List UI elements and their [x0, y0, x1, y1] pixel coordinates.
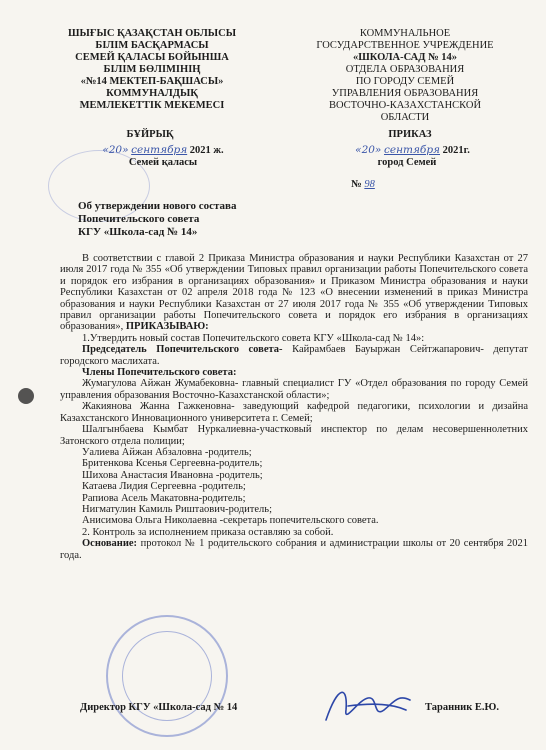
order-date-ru: [325, 144, 500, 156]
order-title-kz: БҰЙРЫҚ: [126, 129, 174, 140]
member-item: Жакиянова Жанна Гажкеновна- заведующий кафедрой педагогики, психологии и дизайна Казахстанского Инновационного университета г. Семей;: [60, 401, 528, 424]
order-date-kz-day: «20»: [102, 144, 129, 156]
order-number: [318, 179, 408, 190]
item-1: 1.Утвердить новый состав Попечительского совета КГУ «Школа-сад № 14»:: [82, 332, 425, 344]
director-signature: [318, 680, 418, 730]
header-right-line: ПО ГОРОДУ СЕМЕЙ: [355, 76, 455, 87]
member-item: Анисимова Ольга Николаевна -секретарь попечительского совета.: [82, 515, 379, 527]
header-right-line: КОММУНАЛЬНОЕ: [359, 28, 451, 39]
director-name: Таранник Е.Ю.: [425, 702, 499, 713]
header-left-line: БІЛІМ БАСҚАРМАСЫ: [95, 40, 209, 51]
order-city-kz: Семей қаласы: [128, 157, 198, 168]
header-right-line: «ШКОЛА-САД № 14»: [352, 52, 458, 63]
subject-line: Попечительского совета: [78, 213, 200, 225]
header-left-line: БІЛІМ БӨЛІМІНІҢ: [103, 64, 201, 75]
header-left-line: МЕМЛЕКЕТТІК МЕКЕМЕСІ: [79, 100, 225, 111]
order-date-kz-year: 2021 ж.: [189, 145, 224, 156]
header-right-line: ОБЛАСТИ: [380, 112, 430, 123]
header-right-line: ВОСТОЧНО-КАЗАХСТАНСКОЙ: [328, 100, 482, 111]
item-2: 2. Контроль за исполнением приказа оставляю за собой.: [82, 526, 334, 538]
intro-paragraph: [60, 253, 528, 333]
chair-label: Председатель Попечительского совета-: [82, 344, 283, 356]
order-date-kz-month: сентября: [131, 144, 188, 156]
order-title-ru: ПРИКАЗ: [388, 129, 432, 140]
chair-paragraph: [60, 344, 528, 367]
order-subject: [78, 200, 236, 239]
member-item: Шихова Анастасия Ивановна -родитель;: [82, 469, 263, 481]
member-item: Уалиева Айжан Абзаловна -родитель;: [82, 446, 252, 458]
member-item: Шалгынбаева Кымбат Нуркалиевна-участковый инспектор по делам несовершеннолетних Затонского отдела полиции;: [60, 424, 528, 447]
order-number-prefix: №: [351, 179, 362, 190]
order-number-value: 98: [364, 179, 375, 190]
header-right-line: УПРАВЛЕНИЯ ОБРАЗОВАНИЯ: [331, 88, 479, 99]
subject-line: Об утверждении нового состава: [78, 200, 237, 212]
order-date-ru-month: сентября: [383, 144, 440, 156]
order-date-ru-day: «20»: [355, 144, 382, 156]
header-right: [300, 28, 510, 124]
punch-hole-mark: [18, 388, 34, 404]
orders-word: ПРИКАЗЫВАЮ:: [125, 321, 209, 333]
member-item: Жумагулова Айжан Жумабековна- главный специалист ГУ «Отдел образования по городу Семей управления образования Восточно-Казахстанской области»;: [60, 378, 528, 401]
order-date-ru-year: 2021г.: [442, 145, 470, 156]
order-date-kz: [78, 144, 248, 156]
header-right-line: ГОСУДАРСТВЕННОЕ УЧРЕЖДЕНИЕ: [316, 40, 494, 51]
header-left-line: СЕМЕЙ ҚАЛАСЫ БОЙЫНША: [75, 52, 229, 63]
intro-text: В соответствии с главой 2 Приказа Министра образования и науки Республики Казахстан от 27 июля 2017 года № 355 «Об утверждении Типовых правил организации работы Попечительского совета и порядок его избрания в организациях образования» и Приказом Министра образования и науки Республики Казахстан от 02 апреля 2018 года № 123 «О внесении изменений в приказ Министра образования и науки Республики Казахстан от 27 июля 2017 года № 355 «Об утверждении Типовых правил организации работы Попечительского совета и порядок его избрания в организациях образования»,: [60, 253, 528, 333]
member-item: Нигматулин Камиль Риштаович-родитель;: [82, 503, 272, 515]
director-title: Директор КГУ «Школа-сад № 14: [80, 702, 238, 713]
order-body: [60, 253, 528, 561]
header-left-line: «№14 МЕКТЕП-БАҚШАСЫ»: [80, 76, 224, 87]
member-item: Рапиова Асель Макатовна-родитель;: [82, 492, 246, 504]
order-city-ru: город Семей: [377, 157, 437, 168]
basis-text: протокол № 1 родительского собрания и администрации школы от 20 сентября 2021 года.: [60, 538, 528, 561]
header-left-line: ШЫҒЫС ҚАЗАҚСТАН ОБЛЫСЫ: [67, 28, 237, 39]
header-left-line: КОММУНАЛДЫҚ: [106, 88, 198, 99]
basis-label: Основание:: [82, 538, 138, 550]
basis-paragraph: [60, 538, 528, 561]
header-left: [52, 28, 252, 112]
header-right-line: ОТДЕЛА ОБРАЗОВАНИЯ: [345, 64, 465, 75]
member-item: Бритенкова Ксенья Сергеевна-родитель;: [82, 458, 263, 470]
members-label: Члены Попечительского совета:: [82, 367, 237, 379]
official-seal: [106, 615, 228, 737]
chair-text: Кайрамбаев Бауыржан Сейтжапарович- депутат городского маслихата.: [60, 344, 528, 367]
member-item: Катаева Лидия Сергеевна -родитель;: [82, 481, 246, 493]
subject-line: КГУ «Школа-сад № 14»: [78, 226, 198, 238]
